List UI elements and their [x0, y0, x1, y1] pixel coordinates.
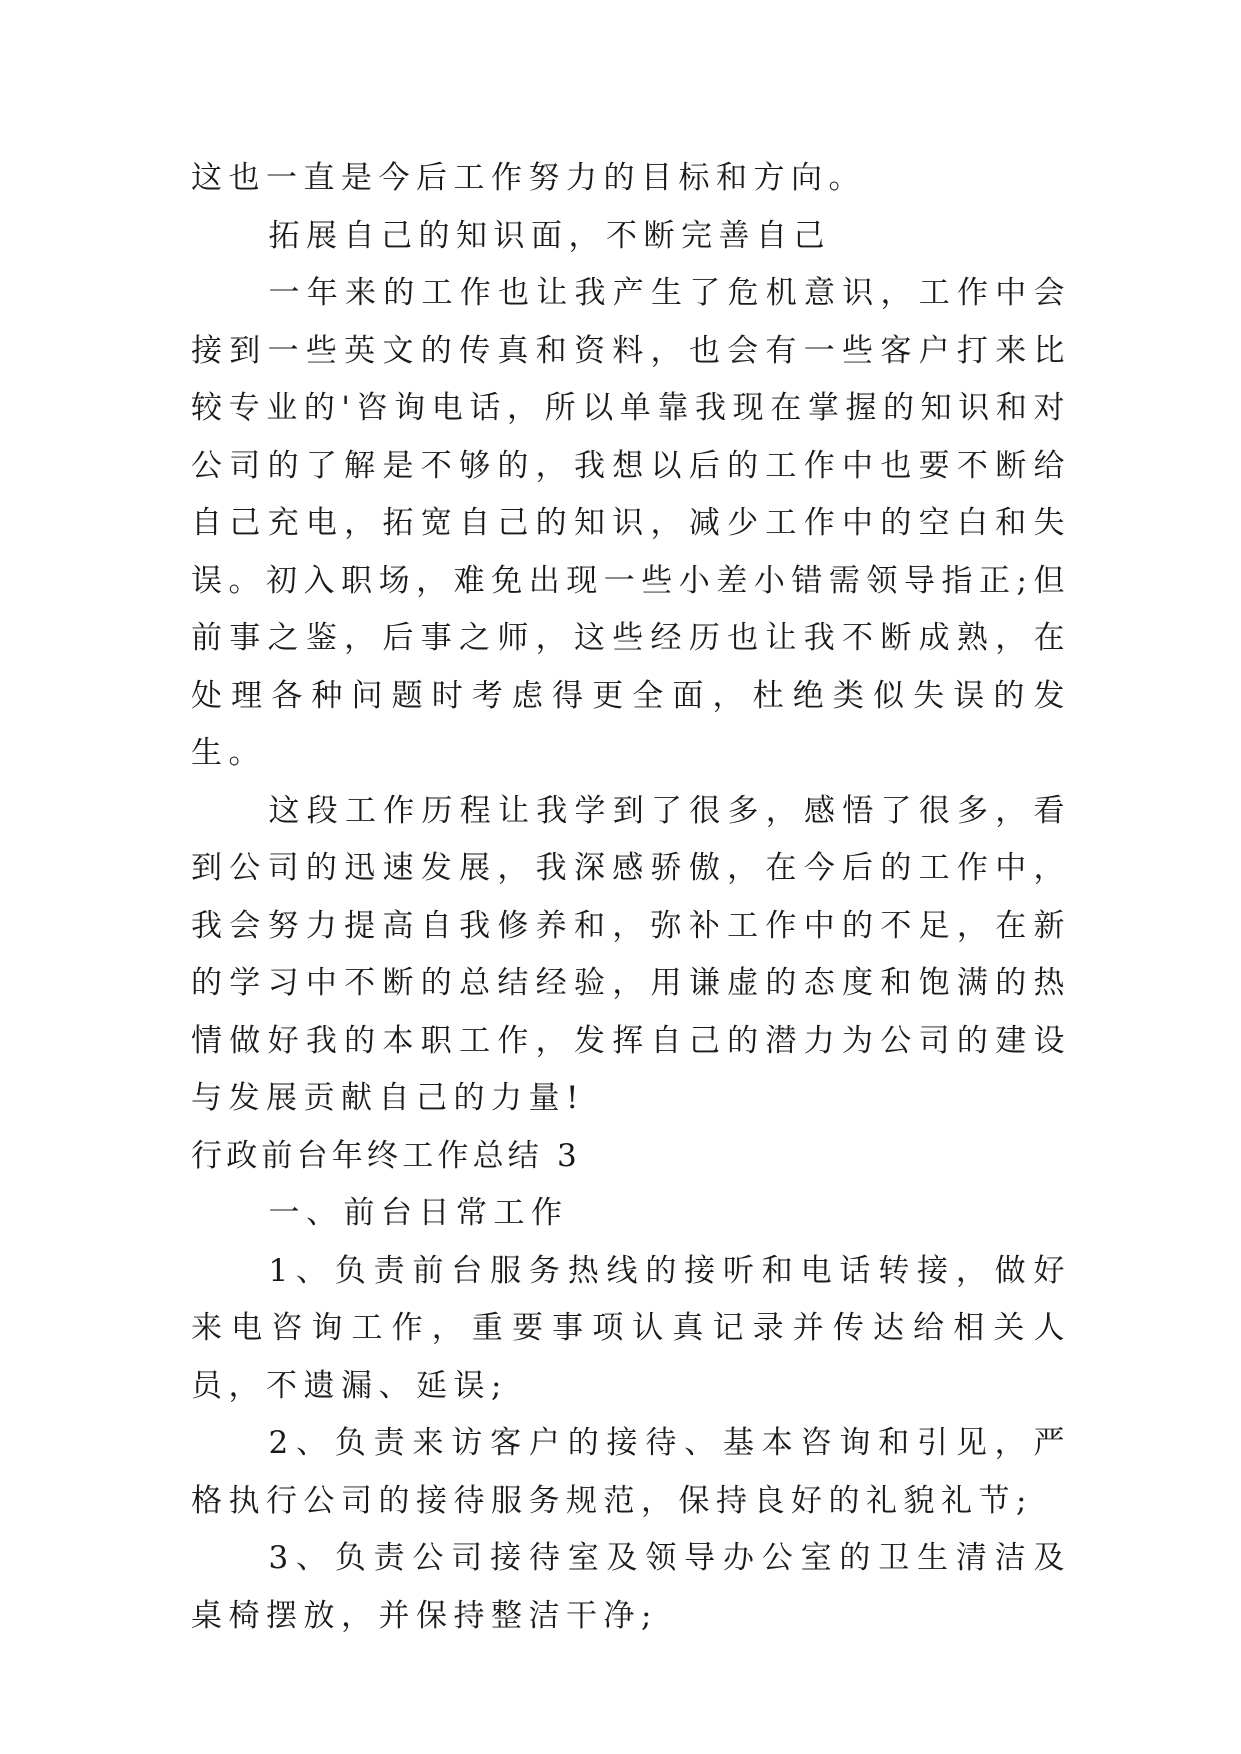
list-item-3: 3、负责公司接待室及领导办公室的卫生清洁及桌椅摆放，并保持整洁干净; [191, 1540, 1071, 1634]
list-item-2: 2、负责来访客户的接待、基本咨询和引见，严格执行公司的接待服务规范，保持良好的礼貌礼节; [191, 1425, 1071, 1519]
list-item-1: 1、负责前台服务热线的接听和电话转接，做好来电咨询工作，重要事项认真记录并传达给相关人员，不遗漏、延误; [191, 1252, 1071, 1404]
document-body [191, 150, 1071, 1645]
paragraph-crisis-awareness: 一年来的工作也让我产生了危机意识，工作中会接到一些英文的传真和资料，也会有一些客户打来比较专业的'咨询电话，所以单靠我现在掌握的知识和对公司的了解是不够的，我想以后的工作中也要不断给自己充电，拓宽自己的知识，减少工作中的空白和失误。初入职场，难免出现一些小差小错需领导指正;但前事之鉴，后事之师，这些经历也让我不断成熟，在处理各种问题时考虑得更全面，杜绝类似失误的发生。 [191, 275, 1071, 771]
section-heading-daily-work: 一、前台日常工作 [268, 1195, 569, 1231]
section-subheading-knowledge: 拓展自己的知识面，不断完善自己 [268, 217, 831, 254]
paragraph-summary: 这段工作历程让我学到了很多，感悟了很多，看到公司的迅速发展，我深感骄傲，在今后的工作中，我会努力提高自我修养和，弥补工作中的不足，在新的学习中不断的总结经验，用谦虚的态度和饱满的热情做好我的本职工作，发挥自己的潜力为公司的建设与发展贡献自己的力量! [191, 792, 1071, 1116]
paragraph-goal-continuation: 这也一直是今后工作努力的目标和方向。 [191, 160, 866, 196]
document-section-title: 行政前台年终工作总结 3 [191, 1137, 581, 1174]
